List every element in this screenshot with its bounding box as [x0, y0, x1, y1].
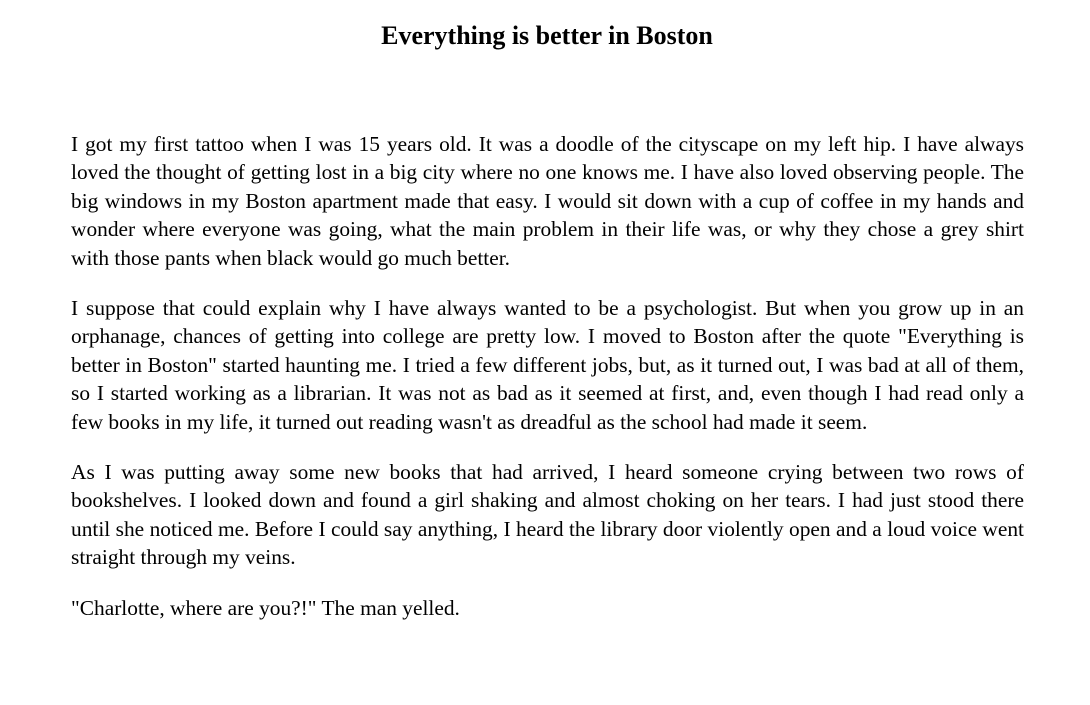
- document-title: Everything is better in Boston: [381, 21, 713, 50]
- paragraph: I got my first tattoo when I was 15 years old. It was a doodle of the cityscape on my left hip. I have always loved the thought of getting lost in a big city where no one knows me. I have also loved observing people. The big windows in my Boston apartment made that easy. I would sit down with a cup of coffee in my hands and wonder where everyone was going, what the main problem in their life was, or why they chose a grey shirt with those pants when black would go much better.: [71, 132, 1024, 270]
- paragraph: I suppose that could explain why I have always wanted to be a psychologist. But when you grow up in an orphanage, chances of getting into college are pretty low. I moved to Boston after the quote "Everything is better in Boston" started haunting me. I tried a few different jobs, but, as it turned out, I was bad at all of them, so I started working as a librarian. It was not as bad as it seemed at first, and, even though I had read only a few books in my life, it turned out reading wasn't as dreadful as the school had made it seem.: [71, 296, 1024, 434]
- paragraph: As I was putting away some new books that had arrived, I heard someone crying between two rows of bookshelves. I looked down and found a girl shaking and almost choking on her tears. I had just stood there until she noticed me. Before I could say anything, I heard the library door violently open and a loud voice went straight through my veins.: [71, 460, 1024, 570]
- document-body: [71, 130, 1024, 644]
- paragraph: "Charlotte, where are you?!" The man yelled.: [71, 595, 460, 620]
